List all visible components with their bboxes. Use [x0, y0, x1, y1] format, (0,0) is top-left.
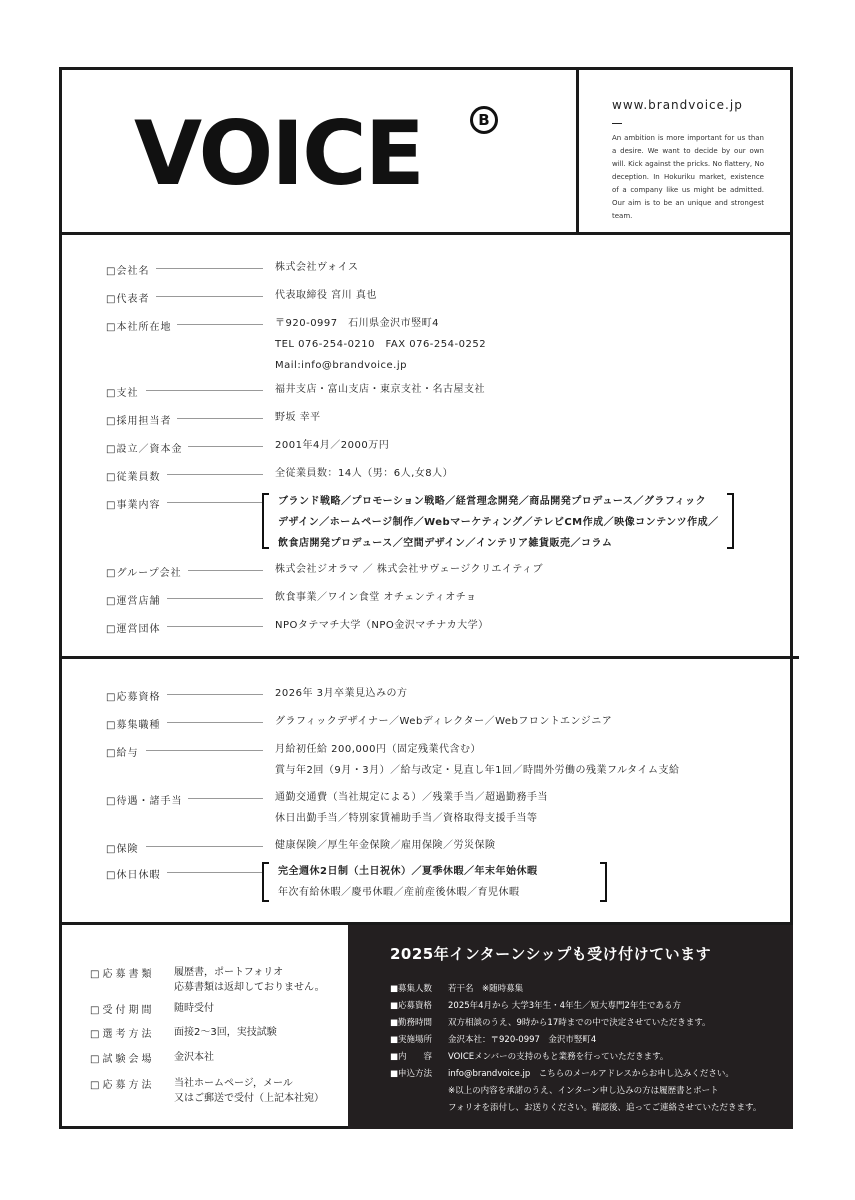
- bracket-left: [262, 862, 269, 902]
- value-line: 株式会社ヴォイス: [275, 262, 359, 273]
- application-label: □受付期間: [90, 1005, 155, 1016]
- value-line: 福井支店・富山支店・東京支社・名古屋支社: [275, 384, 485, 395]
- registered-mark-icon: B: [470, 106, 498, 134]
- value-line: 健康保険／厚生年金保険／雇用保険／労災保険: [275, 840, 496, 851]
- bracket-right: [727, 493, 734, 549]
- leader-line: [156, 296, 263, 297]
- row-label: □グループ会社: [106, 568, 182, 579]
- row-value: [275, 615, 489, 636]
- value-line: 当社ホームページ，メール: [174, 1078, 293, 1089]
- row-value: [275, 407, 321, 428]
- leader-line: [167, 722, 264, 723]
- leader-line: [146, 846, 264, 847]
- bracket-left: [262, 493, 269, 549]
- internship-key: ■勤務時間: [390, 1018, 433, 1028]
- row-label: □休日休暇: [106, 870, 161, 881]
- internship-value: info@brandvoice.jp こちらのメールアドレスからお申し込みください。: [448, 1069, 734, 1079]
- value-line: TEL 076-254-0210 FAX 076-254-0252: [275, 339, 487, 350]
- leader-line: [177, 418, 263, 419]
- row-label: □保険: [106, 844, 139, 855]
- row-label: □運営店舗: [106, 596, 161, 607]
- value-line: 2001年4月／2000万円: [275, 440, 390, 451]
- value-line: 代表取締役 宮川 真也: [275, 290, 377, 301]
- internship-value: 2025年4月から 大学3年生・4年生／短大専門2年生である方: [448, 1001, 681, 1011]
- row-label: □従業員数: [106, 472, 161, 483]
- leader-line: [188, 446, 264, 447]
- value-line: 2026年 3月卒業見込みの方: [275, 688, 408, 699]
- internship-key: ■募集人数: [390, 984, 433, 994]
- section-rule: [59, 656, 799, 659]
- voice-logo: VOICE: [134, 102, 423, 205]
- leader-line: [167, 694, 264, 695]
- internship-value: VOICEメンバーの支持のもと業務を行っていただきます。: [448, 1052, 669, 1062]
- row-value: [278, 861, 537, 903]
- value-line: 応募書類は返却しておりません。: [174, 982, 325, 993]
- internship-item[interactable]: [390, 1067, 734, 1079]
- bracket-right: [600, 862, 607, 902]
- row-label: □応募資格: [106, 692, 161, 703]
- value-line: 賞与年2回（9月・3月）／給与改定・見直し年1回／時間外労働の残業フルタイム支給: [275, 765, 680, 776]
- row-value: [275, 559, 543, 580]
- application-label: □選考方法: [90, 1029, 155, 1040]
- row-label: □採用担当者: [106, 416, 172, 427]
- row-value: [275, 313, 486, 376]
- leader-line: [146, 750, 264, 751]
- row-value: [275, 379, 485, 400]
- leader-line: [188, 570, 264, 571]
- value-line: 飲食店開発プロデュース／空間デザイン／インテリア雑貨販売／コラム: [278, 538, 613, 549]
- value-line: 休日出勤手当／特別家賃補助手当／資格取得支援手当等: [275, 813, 538, 824]
- leader-line: [177, 324, 263, 325]
- row-value: [275, 683, 408, 704]
- row-value: [275, 739, 679, 781]
- application-value: [174, 1076, 324, 1106]
- internship-key: ■応募資格: [390, 1001, 433, 1011]
- row-label: □運営団体: [106, 624, 161, 635]
- leader-line: [188, 798, 264, 799]
- value-line: 野坂 幸平: [275, 412, 321, 423]
- row-label: □本社所在地: [106, 322, 172, 333]
- internship-value: 双方相談のうえ、9時から17時までの中で決定させていただきます。: [448, 1018, 711, 1028]
- internship-item: [390, 999, 681, 1011]
- row-label: □会社名: [106, 266, 150, 277]
- internship-title: 2025年インターンシップも受け付けています: [390, 945, 712, 963]
- internship-item: [390, 982, 523, 994]
- application-label: □応募書類: [90, 969, 155, 980]
- application-value: [174, 965, 325, 995]
- internship-key: ■実施場所: [390, 1035, 433, 1045]
- application-value: [174, 1050, 214, 1065]
- value-line: 年次有給休暇／慶弔休暇／産前産後休暇／育児休暇: [278, 887, 520, 898]
- row-label: □支社: [106, 388, 139, 399]
- application-value: [174, 1025, 277, 1040]
- internship-value: 金沢本社：〒920-0997 金沢市竪町4: [448, 1035, 597, 1045]
- row-label: □給与: [106, 748, 139, 759]
- leader-line: [167, 474, 264, 475]
- internship-item: [390, 1016, 711, 1028]
- internship-note: ※以上の内容を承諾のうえ、インターン申し込みの方は履歴書とポート: [448, 1086, 719, 1096]
- header-divider: [576, 67, 579, 235]
- row-label: □代表者: [106, 294, 150, 305]
- row-value: [275, 711, 612, 732]
- value-line: 完全週休2日制（土日祝休）／夏季休暇／年末年始休暇: [278, 866, 538, 877]
- internship-item: [390, 1050, 668, 1062]
- value-line: デザイン／ホームページ制作／Webマーケティング／テレビCM作成／映像コンテンツ作成／: [278, 517, 719, 528]
- value-line: 通勤交通費（当社規定による）／残業手当／超過勤務手当: [275, 792, 548, 803]
- row-value: [275, 257, 359, 278]
- row-value: [275, 435, 389, 456]
- value-line: Mail:info@brandvoice.jp: [275, 360, 407, 371]
- row-value: [275, 587, 476, 608]
- value-line: NPOタテマチ大学（NPO金沢マチナカ大学）: [275, 620, 489, 631]
- value-line: 株式会社ジオラマ ／ 株式会社サヴェージクリエイティブ: [275, 564, 544, 575]
- row-label: □設立／資本金: [106, 444, 183, 455]
- row-label: □事業内容: [106, 500, 161, 511]
- leader-line: [146, 390, 264, 391]
- header-bottom-rule: [59, 232, 793, 235]
- internship-key: ■内 容: [390, 1052, 433, 1062]
- leader-line: [167, 626, 264, 627]
- value-line: 金沢本社: [174, 1052, 214, 1063]
- value-line: ブランド戦略／プロモーション戦略／経営理念開発／商品開発プロデュース／グラフィック: [278, 496, 707, 507]
- application-label: □試験会場: [90, 1054, 155, 1065]
- value-line: 月給初任給 200,000円（固定残業代含む）: [275, 744, 482, 755]
- internship-panel: [348, 925, 793, 1129]
- value-line: 全従業員数：14人（男：6人,女8人）: [275, 468, 454, 479]
- internship-value: 若干名 ※随時募集: [448, 984, 524, 994]
- leader-line: [167, 502, 264, 503]
- leader-line: [167, 872, 264, 873]
- row-value: [275, 285, 377, 306]
- value-line: グラフィックデザイナー／Webディレクター／Webフロントエンジニア: [275, 716, 613, 727]
- value-line: 面接2〜3回，実技試験: [174, 1027, 277, 1038]
- leader-line: [167, 598, 264, 599]
- row-label: □募集職種: [106, 720, 161, 731]
- application-label: □応募方法: [90, 1080, 155, 1091]
- company-tagline: An ambition is more important for us than a desire. We want to decide by our own will. Kick against the pricks. No flattery, No deception. In Hokuriku market, existence of a company like us might be admitted. Our aim is to be an unique and strongest team.: [612, 134, 764, 220]
- internship-item: [390, 1033, 596, 1045]
- site-url[interactable]: www.brandvoice.jp: [612, 98, 743, 112]
- row-value: [275, 787, 548, 829]
- internship-key: ■申込方法: [390, 1069, 433, 1079]
- row-value: [275, 835, 496, 856]
- row-label: □待遇・諸手当: [106, 796, 183, 807]
- row-value: [275, 463, 453, 484]
- application-value: [174, 1001, 214, 1016]
- row-value: [278, 491, 719, 554]
- leader-line: [156, 268, 263, 269]
- value-line: 〒920-0997 石川県金沢市竪町4: [275, 318, 440, 329]
- value-line: 又はご郵送で受付（上記本社宛）: [174, 1093, 324, 1104]
- value-line: 随時受付: [174, 1003, 214, 1014]
- value-line: 飲食事業／ワイン食堂 オチェンティオチョ: [275, 592, 477, 603]
- value-line: 履歴書，ポートフォリオ: [174, 967, 284, 978]
- internship-note: フォリオを添付し、お送りください。確認後、追ってご連絡させていただきます。: [448, 1103, 762, 1113]
- divider-dash: [612, 123, 622, 124]
